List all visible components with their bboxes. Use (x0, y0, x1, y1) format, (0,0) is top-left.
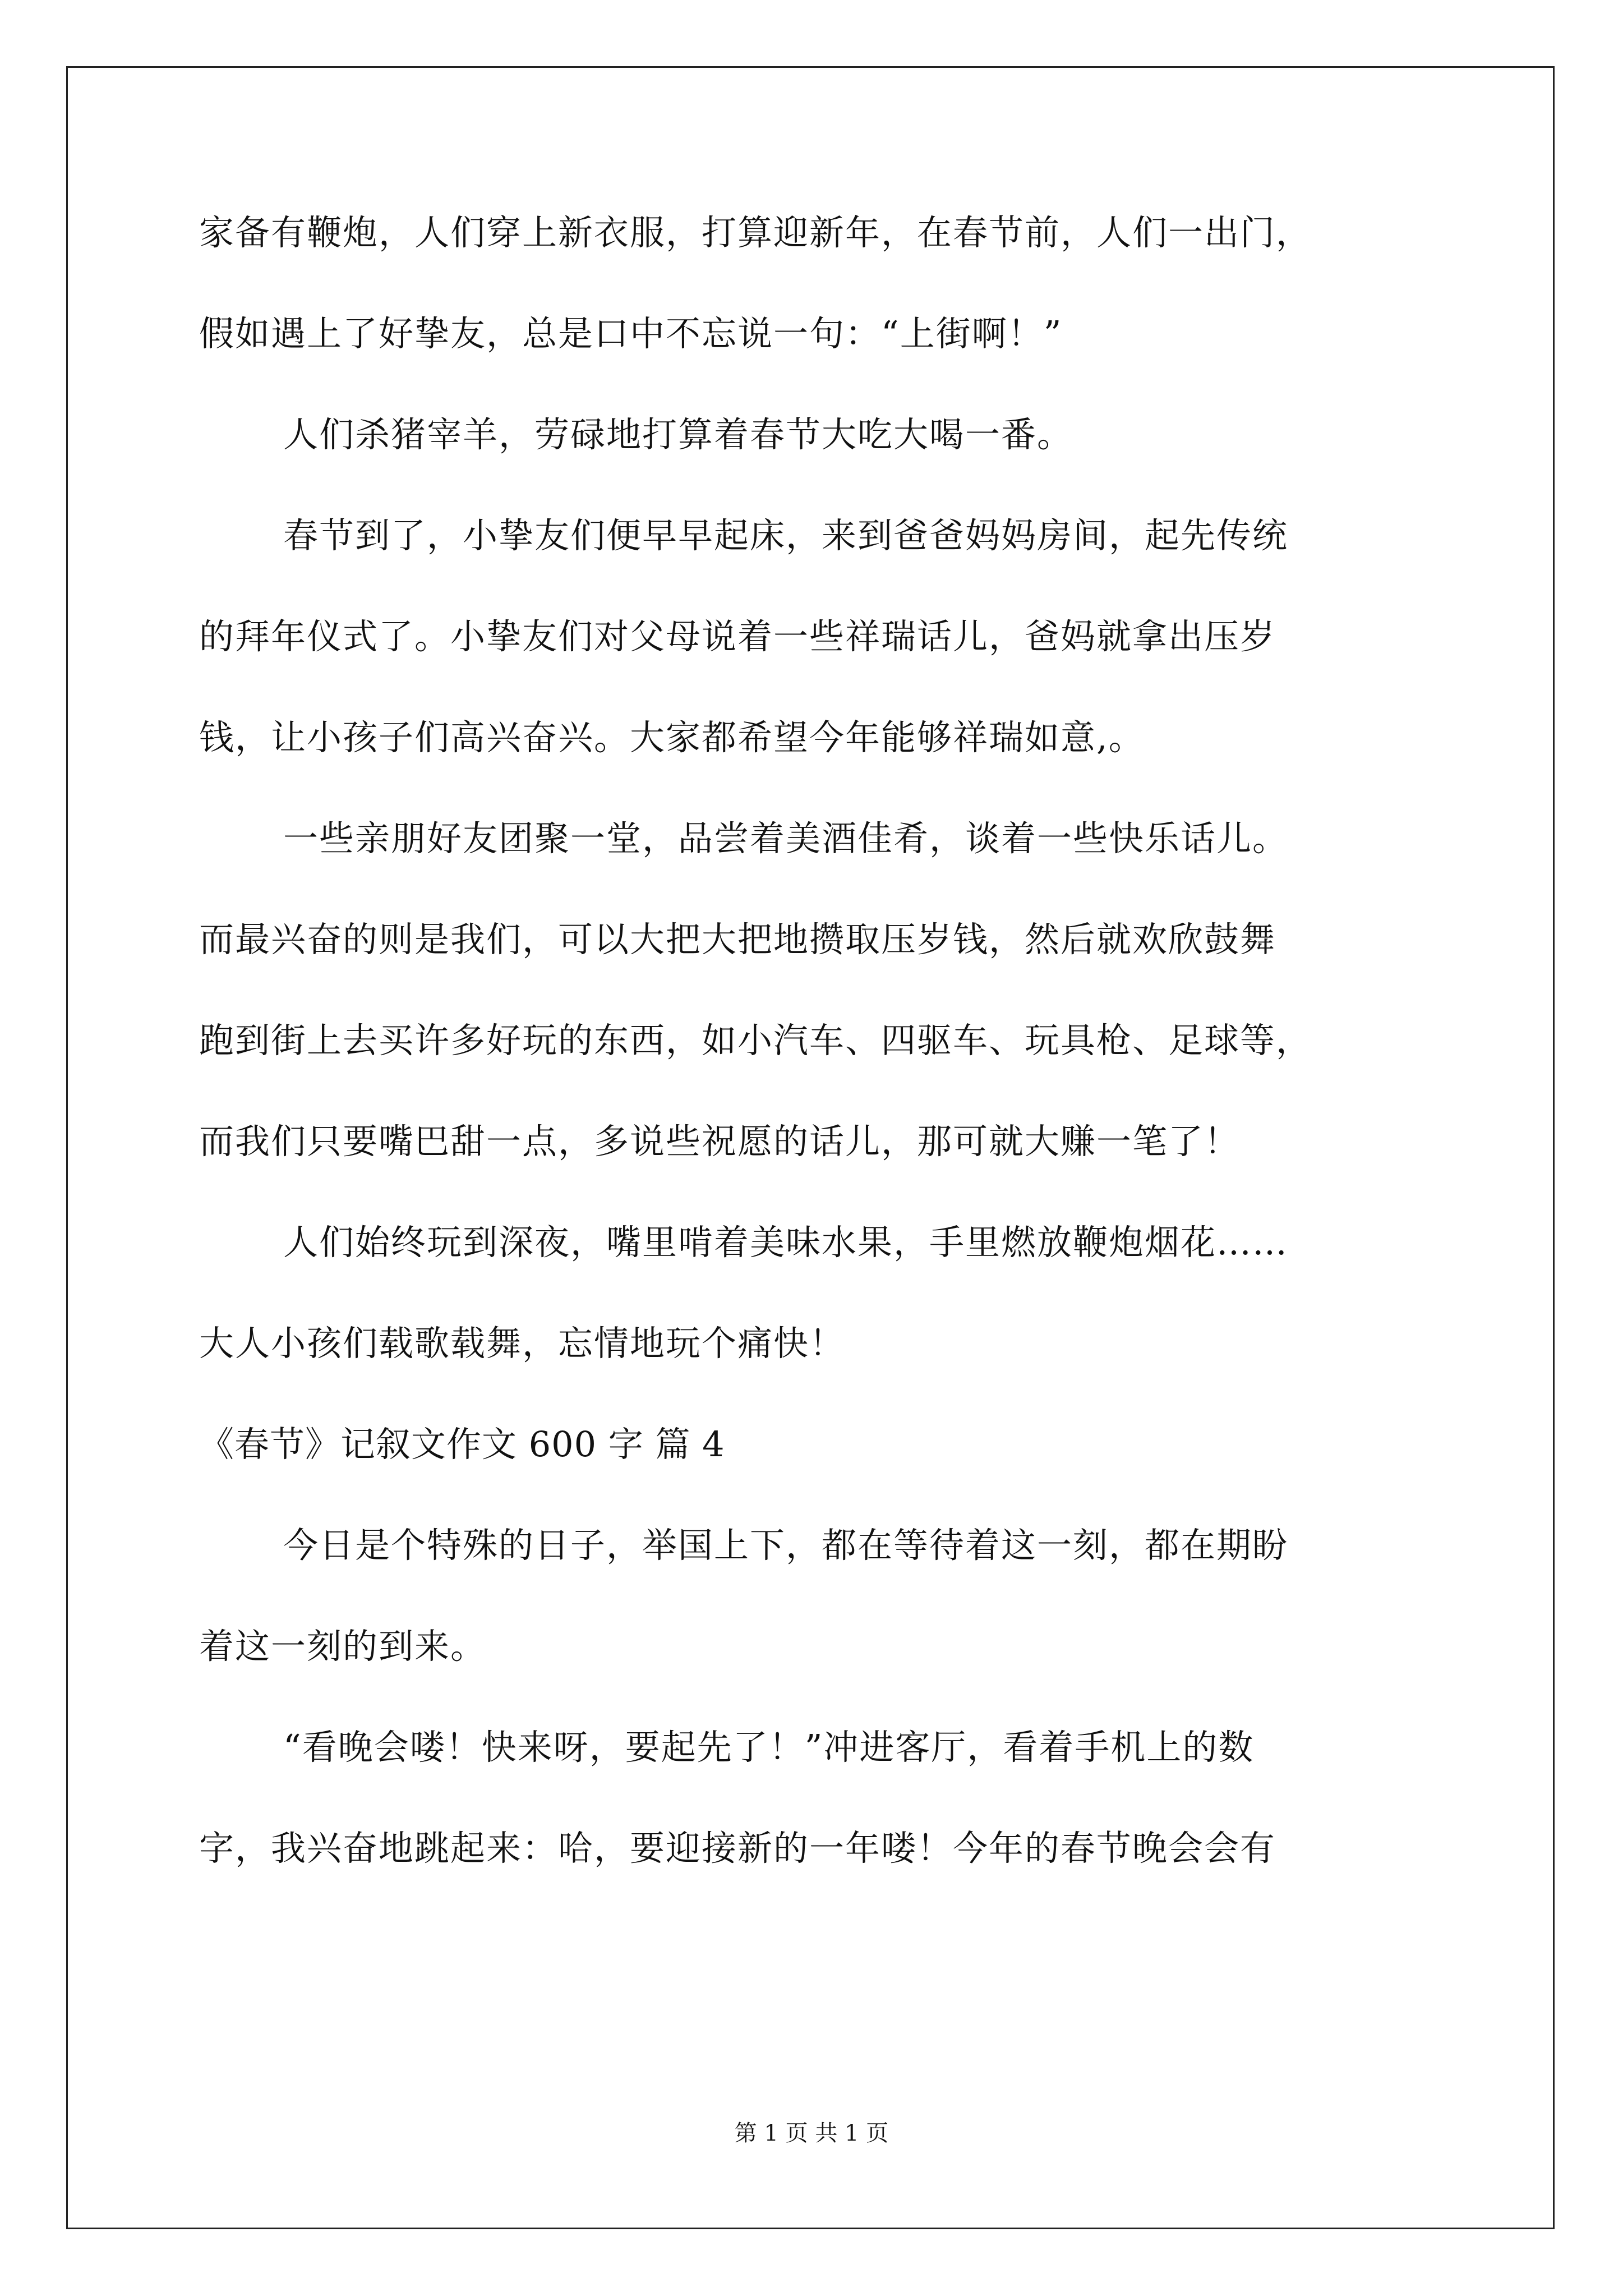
text-line-15: 着这一刻的到来。 (199, 1626, 487, 1667)
text-line-8: 而最兴奋的则是我们，可以大把大把地攒取压岁钱，然后就欢欣鼓舞 (199, 919, 1276, 960)
section-heading: 《春节》记叙文作文 600 字 篇 4 (199, 1424, 725, 1465)
text-line-17: 字，我兴奋地跳起来：哈，要迎接新的一年喽！今年的春节晚会会有 (199, 1828, 1276, 1869)
text-line-10: 而我们只要嘴巴甜一点，多说些祝愿的话儿，那可就大赚一笔了！ (199, 1121, 1241, 1162)
text-line-12: 大人小孩们载歌载舞，忘情地玩个痛快！ (199, 1323, 846, 1364)
text-line-11: 人们始终玩到深夜，嘴里啃着美味水果，手里燃放鞭炮烟花…… (283, 1222, 1289, 1263)
text-line-6: 钱，让小孩子们高兴奋兴。大家都希望今年能够祥瑞如意,。 (199, 717, 1145, 758)
text-line-14: 今日是个特殊的日子，举国上下，都在等待着这一刻，都在期盼 (283, 1525, 1289, 1566)
text-line-5: 的拜年仪式了。小挚友们对父母说着一些祥瑞话儿，爸妈就拿出压岁 (199, 616, 1276, 657)
text-line-1: 家备有鞭炮，人们穿上新衣服，打算迎新年，在春节前，人们一出门， (199, 212, 1312, 253)
text-line-7: 一些亲朋好友团聚一堂，品尝着美酒佳肴，谈着一些快乐话儿。 (283, 818, 1289, 859)
text-line-16: “看晚会喽！快来呀，要起先了！”冲进客厅，看着手机上的数 (283, 1727, 1255, 1768)
text-line-9: 跑到街上去买许多好玩的东西，如小汽车、四驱车、玩具枪、足球等， (199, 1020, 1312, 1061)
text-line-3: 人们杀猪宰羊，劳碌地打算着春节大吃大喝一番。 (283, 414, 1073, 455)
text-line-2: 假如遇上了好挚友，总是口中不忘说一句：“上街啊！” (199, 313, 1063, 354)
page-number-footer: 第 1 页 共 1 页 (734, 2120, 889, 2146)
text-line-4: 春节到了，小挚友们便早早起床，来到爸爸妈妈房间，起先传统 (283, 515, 1289, 556)
